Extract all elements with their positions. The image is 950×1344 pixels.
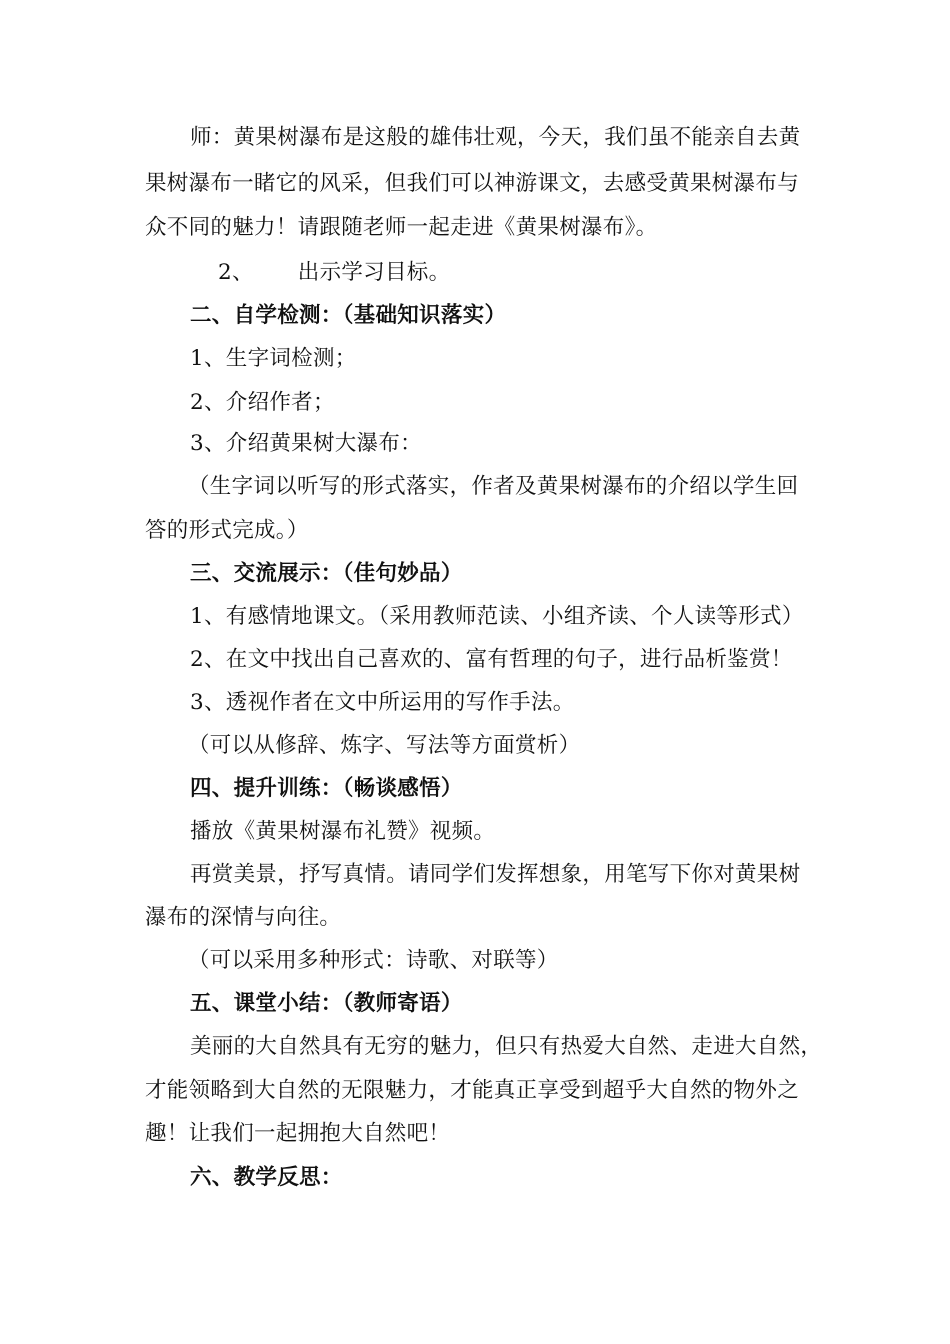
- list-item: 2、在文中找出自己喜欢的、富有哲理的句子，进行品析鉴赏！: [190, 647, 793, 672]
- paragraph-line: 再赏美景，抒写真情。请同学们发挥想象，用笔写下你对黄果树: [190, 862, 801, 887]
- step-number: 2、: [218, 260, 254, 285]
- paragraph-line: 瀑布的深情与向往。: [145, 905, 342, 930]
- note-line: （可以采用多种形式：诗歌、对联等）: [188, 948, 559, 973]
- list-item: 1、生字词检测；: [190, 346, 357, 371]
- note-line: （生字词以听写的形式落实，作者及黄果树瀑布的介绍以学生回: [188, 474, 799, 499]
- note-line: 答的形式完成。）: [145, 518, 309, 543]
- step-text: 出示学习目标。: [297, 260, 451, 285]
- section-heading: 六、教学反思：: [190, 1165, 343, 1190]
- list-item: 1、有感情地课文。（采用教师范读、小组齐读、个人读等形式）: [190, 604, 804, 629]
- paragraph-line: 果树瀑布一睹它的风采，但我们可以神游课文，去感受黄果树瀑布与: [145, 171, 800, 196]
- paragraph-line: 师：黄果树瀑布是这般的雄伟壮观，今天，我们虽不能亲自去黄: [190, 125, 801, 150]
- paragraph-line: 美丽的大自然具有无穷的魅力，但只有热爱大自然、走进大自然，: [190, 1034, 823, 1059]
- paragraph-line: 才能领略到大自然的无限魅力，才能真正享受到超乎大自然的物外之: [145, 1078, 800, 1103]
- section-heading: 四、提升训练：（畅谈感悟）: [190, 776, 463, 801]
- step-item: [218, 259, 450, 287]
- list-item: 2、介绍作者；: [190, 390, 335, 415]
- list-item: 3、透视作者在文中所运用的写作手法。: [190, 690, 575, 715]
- section-heading: 二、自学检测：（基础知识落实）: [190, 303, 507, 328]
- paragraph-line: 播放《黄果树瀑布礼赞》视频。: [190, 819, 496, 844]
- paragraph-line: 趣！让我们一起拥抱大自然吧！: [145, 1121, 451, 1146]
- paragraph-line: 众不同的魅力！请跟随老师一起走进《黄果树瀑布》。: [145, 215, 658, 240]
- note-line: （可以从修辞、炼字、写法等方面赏析）: [188, 733, 581, 758]
- section-heading: 三、交流展示：（佳句妙品）: [190, 561, 463, 586]
- section-heading: 五、课堂小结：（教师寄语）: [190, 991, 463, 1016]
- list-item: 3、介绍黄果树大瀑布：: [190, 431, 422, 456]
